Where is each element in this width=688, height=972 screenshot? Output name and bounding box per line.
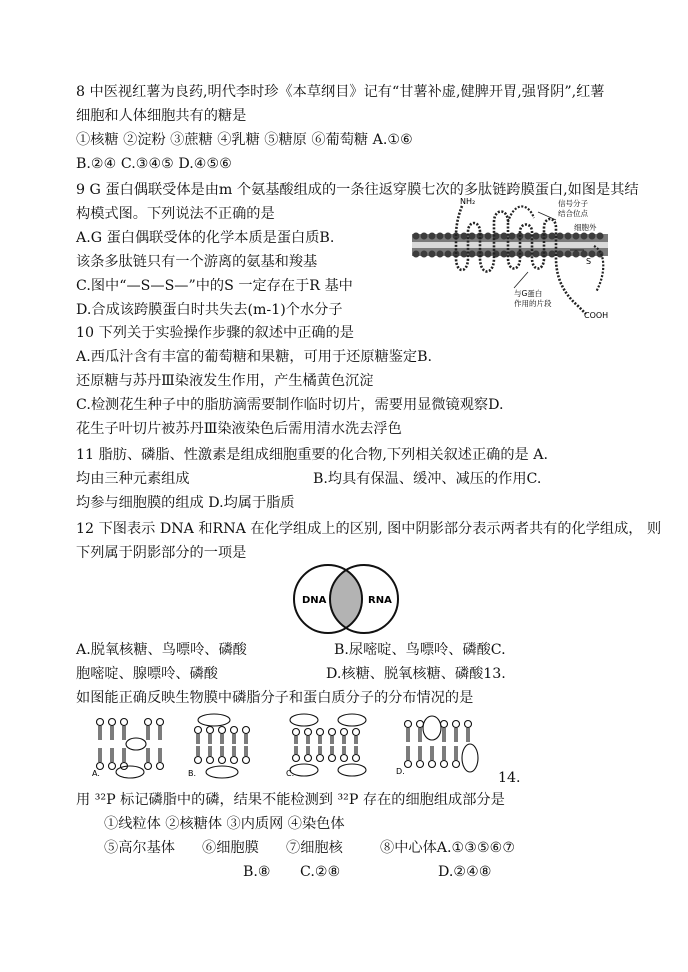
q10-option-c: C.检测花生种子中的脂肪滴需要制作临时切片，需要用显微镜观察D. — [76, 397, 504, 413]
q11-option-a: 均由三种元素组成 — [76, 471, 190, 487]
model-label-a: A. — [92, 769, 100, 778]
venn-label-rna: RNA — [368, 595, 392, 606]
label-signal-molecule: 信号分子 — [558, 199, 588, 208]
q12-option-d: D.核糖、脱氧核糖、磷酸13. — [326, 666, 506, 682]
q14-items-1: ①线粒体 ②核糖体 ③内质网 ④染色体 — [104, 816, 345, 832]
membrane-model-b — [195, 714, 250, 778]
label-g-protein-1: 与G蛋白 — [514, 289, 543, 298]
q9-line-2: 构模式图。下列说法不正确的是 — [76, 206, 275, 222]
q9-option-b: 该条多肽链只有一个游离的氨基和羧基 — [76, 254, 318, 270]
q8-options-cont: B.②④ C.③④⑤ D.④⑤⑥ — [76, 156, 232, 172]
model-label-d: D. — [396, 767, 405, 776]
q9-option-d: D.合成该跨膜蛋白时共失去(m-1)个水分子 — [76, 302, 343, 318]
q14-option-d: D.②④⑧ — [438, 864, 492, 880]
q10-option-a: A.西瓜汁含有丰富的葡萄糖和果糖，可用于还原糖鉴定B. — [76, 349, 433, 365]
membrane-model-a — [97, 719, 164, 779]
q9-line-1: 9 G 蛋白偶联受体是由m 个氨基酸组成的一条往返穿膜七次的多肽链跨膜蛋白,如图是其结 — [76, 182, 639, 198]
q14-option-c: C.②⑧ — [300, 864, 341, 880]
q14-option-b: B.⑧ — [243, 864, 271, 880]
q10-option-d: 花生子叶切片被苏丹Ⅲ染液染色后需用清水洗去浮色 — [76, 421, 402, 437]
q9-option-a: A.G 蛋白偶联受体的化学本质是蛋白质B. — [76, 230, 335, 246]
q14-item-7: ⑦细胞核 — [286, 840, 343, 856]
venn-label-dna: DNA — [302, 595, 327, 606]
q11-option-cd: 均参与细胞膜的组成 D.均属于脂质 — [76, 495, 295, 511]
membrane-bilayer — [412, 233, 608, 258]
membrane-model-c — [290, 714, 366, 776]
q14-item-6: ⑥细胞膜 — [202, 840, 259, 856]
model-label-c: C. — [286, 769, 295, 778]
q12-option-c: 胞嘧啶、腺嘌呤、磷酸 — [76, 666, 218, 682]
membrane-model-d — [405, 716, 479, 772]
q8-options: ①核糖 ②淀粉 ③蔗糖 ④乳糖 ⑤糖原 ⑥葡萄糖 A.①⑥ — [76, 132, 413, 148]
q14-line-1: 用 ³²P 标记磷脂中的磷，结果不能检测到 ³²P 存在的细胞组成部分是 — [76, 792, 505, 808]
q13-line-1: 如图能正确反映生物膜中磷脂分子和蛋白质分子的分布情况的是 — [76, 690, 474, 706]
q10-option-b: 还原糖与苏丹Ⅲ染液发生作用，产生橘黄色沉淀 — [76, 373, 374, 389]
gpcr-membrane-figure — [410, 192, 610, 320]
label-binding-site: 结合位点 — [558, 209, 588, 218]
q10-line-1: 10 下列关于实验操作步骤的叙述中正确的是 — [76, 325, 354, 341]
label-cooh: COOH — [584, 311, 609, 320]
q9-option-c: C.图中“—S—S—”中的S 一定存在于R 基中 — [76, 278, 353, 294]
q11-line-1: 11 脂肪、磷脂、性激素是组成细胞重要的化合物,下列相关叙述正确的是 A. — [76, 447, 548, 463]
q8-line-1: 8 中医视红薯为良药,明代李时珍《本草纲目》记有“甘薯补虚,健脾开胃,强肾阴”,红薯 — [76, 84, 605, 100]
label-outside-cell: 细胞外 — [574, 223, 597, 232]
q11-option-b: B.均具有保温、缓冲、减压的作用C. — [313, 471, 542, 487]
membrane-models-figure — [90, 712, 490, 780]
q12-option-a: A.脱氧核糖、鸟嘌呤、磷酸 — [76, 642, 247, 658]
label-s: S — [586, 257, 592, 266]
dna-rna-venn-diagram — [288, 562, 404, 636]
model-label-b: B. — [188, 769, 197, 778]
q8-line-2: 细胞和人体细胞共有的糖是 — [76, 108, 247, 124]
q12-line-2: 下列属于阴影部分的一项是 — [76, 545, 247, 561]
q12-option-b: B.尿嘧啶、鸟嘌呤、磷酸C. — [334, 642, 506, 658]
q12-line-1: 12 下图表示 DNA 和RNA 在化学组成上的区别, 图中阴影部分表示两者共有的化学组成， 则 — [76, 521, 662, 537]
q14-item-8-option-a: ⑧中心体A.①③⑤⑥⑦ — [380, 840, 516, 856]
q14-number: 14. — [498, 770, 521, 786]
label-g-protein-2: 作用的片段 — [514, 299, 552, 308]
q14-item-5: ⑤高尔基体 — [104, 840, 175, 856]
label-nh2: NH₂ — [460, 197, 476, 206]
